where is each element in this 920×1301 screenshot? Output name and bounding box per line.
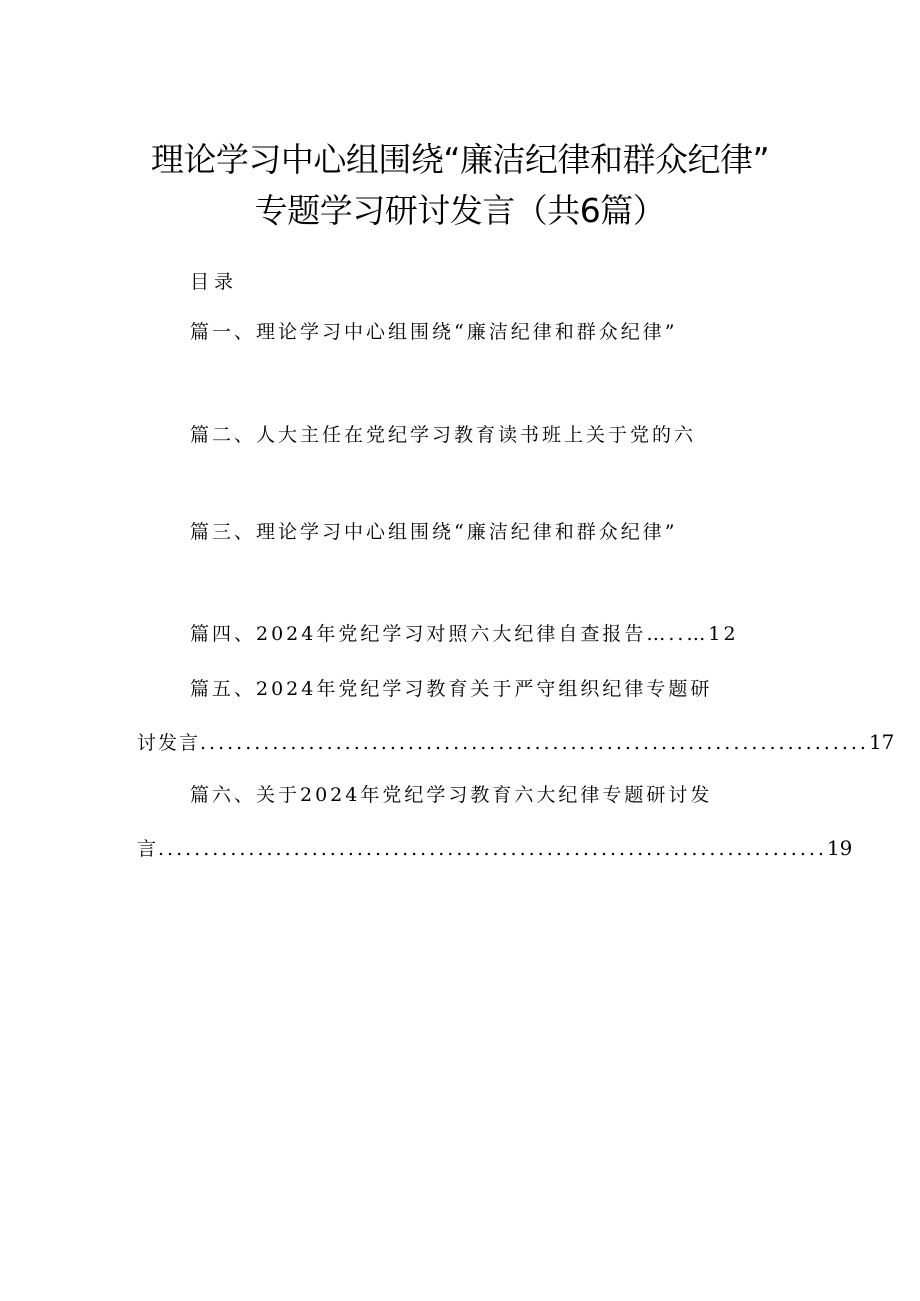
toc-dot-leader: .......................................................................... (200, 732, 869, 754)
document-title-line-1: 理论学习中心组围绕“廉洁纪律和群众纪律” (150, 140, 770, 179)
toc-entry-6-continuation[interactable] (137, 834, 853, 863)
toc-entry-4[interactable]: 篇四、2024年党纪学习对照六大纪律自查报告…..…12 (190, 623, 739, 645)
toc-entry-5[interactable]: 篇五、2024年党纪学习教育关于严守组织纪律专题研 (190, 678, 713, 700)
toc-entry-5-page: 17 (868, 730, 895, 754)
toc-entry-2[interactable]: 篇二、人大主任在党纪学习教育读书班上关于党的六 (190, 424, 697, 446)
toc-entry-6-continuation-text: 言 (137, 838, 159, 860)
toc-entry-3[interactable]: 篇三、理论学习中心组围绕“廉洁纪律和群众纪律” (190, 521, 678, 543)
document-title-line-2: 专题学习研讨发言（共6篇） (254, 191, 666, 230)
toc-entry-6[interactable]: 篇六、关于2024年党纪学习教育六大纪律专题研讨发 (190, 784, 713, 806)
toc-entry-5-continuation[interactable] (137, 728, 895, 757)
toc-entry-6-page: 19 (826, 836, 853, 860)
toc-dot-leader: .......................................................................... (158, 838, 827, 860)
toc-entry-5-continuation-text: 讨发言 (137, 732, 201, 754)
toc-heading: 目录 (190, 271, 239, 293)
toc-entry-1[interactable]: 篇一、理论学习中心组围绕“廉洁纪律和群众纪律” (190, 321, 678, 343)
